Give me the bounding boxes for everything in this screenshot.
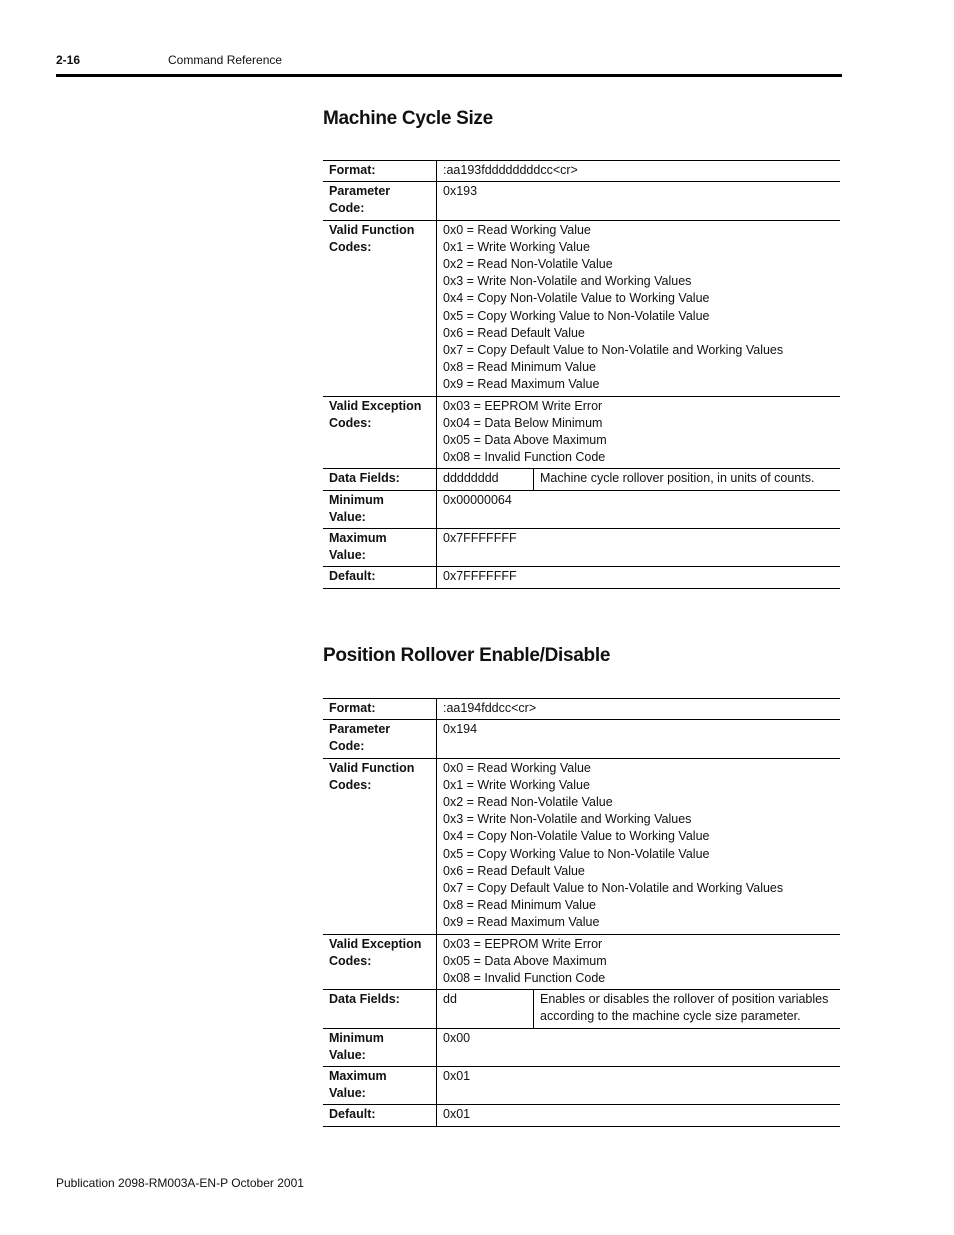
function-code-item: 0x9 = Read Maximum Value (443, 377, 600, 392)
value-parameter-code: 0x194 (437, 720, 841, 758)
label-maximum (323, 529, 437, 567)
row-format (323, 699, 840, 720)
label-line: Codes: (329, 777, 372, 792)
label-line: Code: (329, 739, 365, 754)
function-code-item: 0x8 = Read Minimum Value (443, 360, 596, 375)
function-code-item: 0x4 = Copy Non-Volatile Value to Working Value (443, 291, 710, 306)
row-function-codes (323, 758, 840, 934)
value-maximum: 0x01 (437, 1067, 841, 1105)
label-line: Minimum (329, 492, 384, 507)
label-line: Codes: (329, 239, 372, 254)
label-line: Valid Exception (329, 936, 422, 951)
label-line: Parameter (329, 722, 391, 737)
function-code-item: 0x9 = Read Maximum Value (443, 915, 600, 930)
function-code-item: 0x0 = Read Working Value (443, 760, 591, 775)
value-default: 0x7FFFFFFF (437, 567, 841, 588)
exception-code-item: 0x03 = EEPROM Write Error (443, 936, 603, 951)
value-format: :aa194fddcc<cr> (437, 699, 841, 720)
label-format: Format: (323, 699, 437, 720)
label-line: Value: (329, 1047, 366, 1062)
label-function-codes (323, 758, 437, 934)
row-maximum (323, 529, 840, 567)
page-number: 2-16 (56, 53, 81, 67)
row-format (323, 161, 840, 182)
row-exception-codes (323, 934, 840, 990)
exception-code-item: 0x08 = Invalid Function Code (443, 971, 606, 986)
value-data-field-description (534, 469, 841, 490)
function-code-item: 0x3 = Write Non-Volatile and Working Values (443, 812, 692, 827)
function-code-item: 0x2 = Read Non-Volatile Value (443, 257, 613, 272)
description-line: Enables or disables the rollover of position variables (540, 992, 829, 1007)
description-line: according to the machine cycle size parameter. (540, 1009, 801, 1024)
row-parameter-code (323, 720, 840, 758)
label-default: Default: (323, 1105, 437, 1126)
function-code-item: 0x1 = Write Working Value (443, 777, 590, 792)
label-default: Default: (323, 567, 437, 588)
value-function-codes (437, 758, 841, 934)
row-maximum (323, 1067, 840, 1105)
exception-code-item: 0x08 = Invalid Function Code (443, 450, 606, 465)
value-maximum: 0x7FFFFFFF (437, 529, 841, 567)
label-line: Valid Exception (329, 398, 422, 413)
row-parameter-code (323, 182, 840, 220)
exception-code-item: 0x05 = Data Above Maximum (443, 433, 607, 448)
function-code-item: 0x6 = Read Default Value (443, 325, 585, 340)
function-code-item: 0x6 = Read Default Value (443, 863, 585, 878)
label-line: Valid Function (329, 760, 415, 775)
exception-code-item: 0x05 = Data Above Maximum (443, 953, 607, 968)
label-minimum (323, 490, 437, 528)
label-exception-codes (323, 934, 437, 990)
section-title-machine-cycle-size: Machine Cycle Size (323, 108, 493, 129)
command-table-machine-cycle-size (323, 160, 840, 589)
function-code-item: 0x7 = Copy Default Value to Non-Volatile and Working Values (443, 881, 784, 896)
function-code-item: 0x3 = Write Non-Volatile and Working Values (443, 274, 692, 289)
running-header: Command Reference (168, 53, 283, 67)
value-data-field-description (534, 990, 841, 1028)
label-line: Code: (329, 201, 365, 216)
label-line: Value: (329, 509, 366, 524)
label-line: Value: (329, 1086, 366, 1101)
value-data-field: dd (437, 990, 534, 1028)
label-minimum (323, 1028, 437, 1066)
exception-code-item: 0x03 = EEPROM Write Error (443, 398, 603, 413)
value-format: :aa193fddddddddcc<cr> (437, 161, 841, 182)
value-minimum: 0x00 (437, 1028, 841, 1066)
row-default (323, 1105, 840, 1126)
label-format: Format: (323, 161, 437, 182)
label-parameter-code (323, 182, 437, 220)
value-exception-codes (437, 934, 841, 990)
label-exception-codes (323, 396, 437, 469)
function-code-item: 0x4 = Copy Non-Volatile Value to Working Value (443, 829, 710, 844)
function-code-item: 0x5 = Copy Working Value to Non-Volatile Value (443, 308, 710, 323)
row-data-fields (323, 469, 840, 490)
label-line: Codes: (329, 415, 372, 430)
function-code-item: 0x0 = Read Working Value (443, 222, 591, 237)
label-line: Maximum (329, 1069, 387, 1084)
function-code-item: 0x5 = Copy Working Value to Non-Volatile Value (443, 846, 710, 861)
function-code-item: 0x1 = Write Working Value (443, 239, 590, 254)
row-minimum (323, 490, 840, 528)
value-data-field: dddddddd (437, 469, 534, 490)
label-line: Maximum (329, 531, 387, 546)
row-function-codes (323, 220, 840, 396)
value-function-codes (437, 220, 841, 396)
row-default (323, 567, 840, 588)
section-title-position-rollover: Position Rollover Enable/Disable (323, 645, 611, 666)
value-parameter-code: 0x193 (437, 182, 841, 220)
function-code-item: 0x7 = Copy Default Value to Non-Volatile and Working Values (443, 343, 784, 358)
row-minimum (323, 1028, 840, 1066)
row-data-fields (323, 990, 840, 1028)
footer-publication: Publication 2098-RM003A-EN-P October 2001 (56, 1176, 304, 1190)
label-line: Minimum (329, 1030, 384, 1045)
label-line: Value: (329, 548, 366, 563)
value-exception-codes (437, 396, 841, 469)
label-parameter-code (323, 720, 437, 758)
row-exception-codes (323, 396, 840, 469)
label-data-fields: Data Fields: (323, 469, 437, 490)
label-data-fields: Data Fields: (323, 990, 437, 1028)
exception-code-item: 0x04 = Data Below Minimum (443, 415, 603, 430)
label-line: Parameter (329, 184, 391, 199)
function-code-item: 0x8 = Read Minimum Value (443, 898, 596, 913)
value-default: 0x01 (437, 1105, 841, 1126)
label-function-codes (323, 220, 437, 396)
function-code-item: 0x2 = Read Non-Volatile Value (443, 795, 613, 810)
header-rule (56, 74, 842, 77)
value-minimum: 0x00000064 (437, 490, 841, 528)
label-maximum (323, 1067, 437, 1105)
label-line: Valid Function (329, 222, 415, 237)
label-line: Codes: (329, 953, 372, 968)
description-line: Machine cycle rollover position, in units of counts. (540, 471, 815, 486)
command-table-position-rollover (323, 698, 840, 1127)
